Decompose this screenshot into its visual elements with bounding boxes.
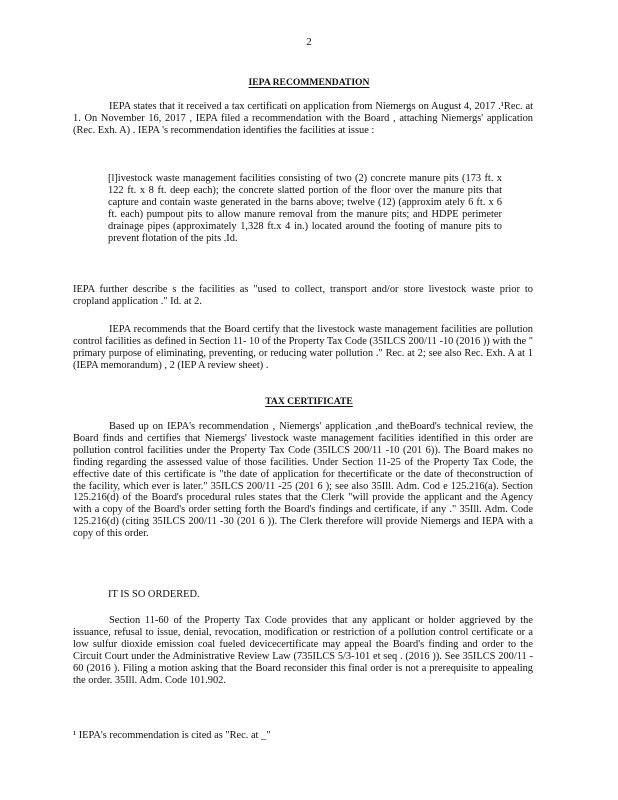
paragraph-iepa-recommends: IEPA recommends that the Board certify that the livestock waste management facilities are pollution control facilities as defined in Section 11- 10 of the Property Tax Code (35ILCS 200/11 -10 (2016 )) with the " primary purpose of eliminating, preventing, or reducing water pollution ." Rec. at 2; see also Rec. Exh. A at 1 (IEPA memorandum) , 2 (IEP A review sheet) . — [73, 324, 533, 371]
paragraph-iepa-description: IEPA further describe s the facilities as "used to collect, transport and/or store livestock waste prior to cropland application ." Id. at 2. — [73, 284, 533, 307]
paragraph-board-finding: Based up on IEPA's recommendation , Niemergs' application ,and theBoard's technical review, the Board finds and certifies that Niemergs' livestock waste management facilities identified in this order are pollution control facilities under the Property Tax Code (35ILCS 200/11 -10 (201 6)). The Board makes no finding regarding the assessed value of those facilities. Under Section 11-25 of the Property Tax Code, the effective date of this certificate is "the date of application for thecertificate or the date of theconstruction of the facility, which ever is later." 35ILCS 200/11 -25 (201 6 ); see also 35Ill. Adm. Cod e 125.216(a). Section 125.216(d) of the Board's procedural rules states that the Clerk "will provide the applicant and the Agency with a copy of the Board's order setting forth the Board's findings and certificate, if any ." 35Ill. Adm. Code 125.216(d) (citing 35ILCS 200/11 -30 (201 6 )). The Clerk therefore will provide Niemergs and IEPA with a copy of this order. — [73, 421, 533, 540]
page-number: 2 — [306, 36, 312, 48]
block-quote-facilities: [l]ivestock waste management facilities consisting of two (2) concrete manure pits (173 ft. x 122 ft. x 8 ft. deep each); the concrete slatted portion of the floor over the manure pits that capture and contain waste generated in the barns above; twelve (12) (approxim ately 6 ft. x 6 ft. each) pumpout pits to allow manure removal from the manure pits; and HDPE perimeter drainage pipes (approximately 1,328 ft.x 4 in.) located around the footing of manure pits to prevent flotation of the pits .Id. — [108, 173, 502, 244]
footnote: ¹ IEPA's recommendation is cited as "Rec. at _" — [73, 730, 271, 741]
paragraph-appeal-rights: Section 11-60 of the Property Tax Code provides that any applicant or holder aggrieved by the issuance, refusal to issue, denial, revocation, modification or restriction of a pollution control certificate or a low sulfur dioxide emission coal fueled devicecertificate may appeal the Board's finding and order to the Circuit Court under the Administrative Review Law (735ILCS 5/3-101 et seq . (2016 )). See 35ILCS 200/11 - 60 (2016 ). Filing a motion asking that the Board reconsider this final order is not a prerequisite to appealing the order. 35Ill. Adm. Code 101.902. — [73, 615, 533, 686]
ordered-statement: IT IS SO ORDERED. — [108, 589, 200, 600]
section-heading-tax-certificate: TAX CERTIFICATE — [265, 396, 353, 407]
section-heading-iepa-recommendation: IEPA RECOMMENDATION — [248, 77, 370, 88]
paragraph-iepa-application: IEPA states that it received a tax certificati on application from Niemergs on August 4, 2017 .¹Rec. at 1. On November 16, 2017 , IEPA filed a recommendation with the Board , attaching Niemergs' application (Rec. Exh. A) . IEPA 's recommendation identifies the facilities at issue : — [73, 101, 533, 136]
